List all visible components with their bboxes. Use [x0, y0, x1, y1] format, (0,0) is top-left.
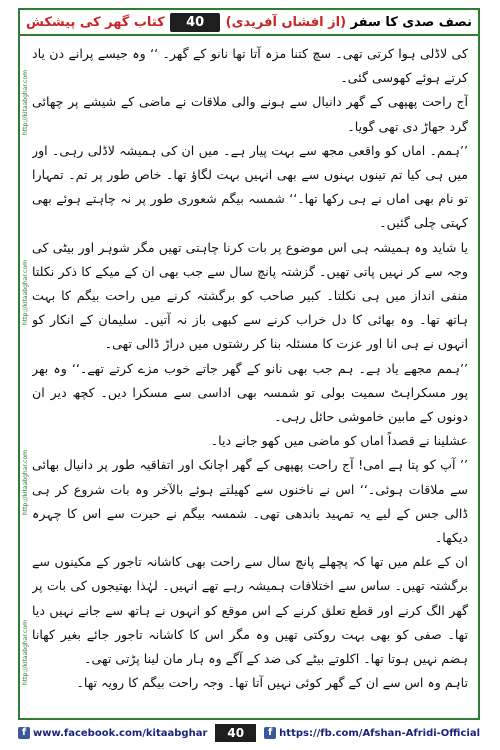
- side-watermark-url: http://kitaabghar.com: [22, 450, 29, 515]
- author-name: (از افشاں آفریدی): [225, 14, 347, 30]
- page-header: [20, 10, 478, 36]
- page-frame: [18, 8, 480, 720]
- paragraph: ’’ آپ کو پتا ہے امی! آج راحت پھپھی کے گھر اچانک اور اتفاقیہ طور پر دانیال بھائی سے ملاقات ہوئی۔‘‘ اس نے ناخنوں سے کھیلتے ہوئے بالآخر وہ بات شروع کر ہی ڈالی جس کے لیے یہ تمہید باندھی تھی۔ شمسہ بیگم نے حیرت سے اس کا چہرہ دیکھا۔: [32, 457, 468, 546]
- facebook-icon: f: [18, 727, 30, 739]
- footer-website-link[interactable]: www.facebook.com/kitaabghar: [33, 727, 208, 739]
- footer-facebook[interactable]: [264, 727, 480, 739]
- footer-page-number: 40: [215, 724, 256, 742]
- publisher-credit: کتاب گھر کی پیشکش: [26, 14, 165, 30]
- paragraph: تاہم وہ اس سے ان کے گھر کوئی نہیں آتا تھا۔ وجہ راحت بیگم کا رویہ تھا۔: [76, 675, 468, 691]
- paragraph: آج راحت پھپھی کے گھر دانیال سے ہونے والی ملاقات نے ماضی کے شیشے پر چھائی گرد جھاڑ دی تھی گویا۔: [32, 94, 468, 134]
- paragraph: ان کے علم میں تھا کہ پچھلے پانچ سال سے راحت بھی کاشانہ تاجور کے مکینوں سے برگشتہ تھیں۔ ساس سے اختلافات ہمیشہ رہے تھے انہیں۔ لہٰذا بھتیجوں کی بات پر گھر الگ کرنے اور قطع تعلق کرنے کے اس موقع کو انہوں نے ہاتھ سے جانے نہیں دیا تھا۔ صفی کو بھی بہت روکتی تھیں وہ مگر اس کا کاشانہ تاجور جائے بغیر کھانا ہضم نہیں ہوتا تھا۔ اکلوتے بیٹے کی ضد کے آگے وہ ہار مان لینا پڑتی تھی۔: [32, 554, 468, 667]
- paragraph: ’’ہمم مجھے یاد ہے۔ ہم جب بھی نانو کے گھر جاتے خوب مزے کرتے تھے۔‘‘ وہ بھر پور مسکراہٹ سمیت بولی تو شمسہ بھی اداسی سے مسکرا دیں۔ کچھ دیر ان دونوں کے مابین خاموشی حائل رہی۔: [32, 360, 468, 425]
- book-title-text: نصف صدی کا سفر: [350, 14, 472, 30]
- side-watermark-url: http://kitaabghar.com: [22, 260, 29, 325]
- header-page-number: 40: [170, 13, 220, 32]
- page-footer: [18, 722, 480, 744]
- facebook-icon: f: [264, 727, 276, 739]
- story-text: [32, 42, 468, 712]
- paragraph: کی لاڈلی ہوا کرتی تھی۔ سچ کتنا مزہ آتا تھا نانو کے گھر۔ ‘‘ وہ جیسے پرانے دن یاد کرتے ہوئے کھوسی گئی۔: [32, 46, 468, 86]
- footer-facebook-link[interactable]: https://fb.com/Afshan-Afridi-Official: [279, 727, 480, 739]
- paragraph: ’’ہمم۔ اماں کو واقعی مجھ سے بہت پیار ہے۔ میں ان کی ہمیشہ لاڈلی رہی۔ اور میں ہی کیا تم تینوں بہنوں سے بھی انہیں بہت لگاؤ تھا۔ خاص طور پر تم۔ تمہارا تو نام بھی اماں نے ہی رکھا تھا۔‘‘ شمسہ بیگم شعوری طور پر نہ چاہتے ہوئے بھی کہتی چلی گئیں۔: [32, 142, 468, 231]
- footer-website[interactable]: [18, 727, 207, 739]
- paragraph: یا شاید وہ ہمیشہ ہی اس موضوع پر بات کرنا چاہتی تھیں مگر شوہر اور بیٹی کی وجہ سے کر نہیں پاتی تھیں۔ گزشتہ پانچ سال سے جب بھی ان کے میکے کا ذکر نکلتا منفی انداز میں ہی نکلتا۔ کبیر صاحب کو برگشتہ کرنے میں راحت بیگم کا بہت ہاتھ تھا۔ وہ بھائی کا دل خراب کرنے سے کبھی باز نہ آتیں۔ سلیمان کے انکار کو انہوں نے ہی انا اور عزت کا مسئلہ بنا کر رشتوں میں دراڑ ڈالی تھی۔: [32, 239, 468, 352]
- paragraph: عشلینا نے قصداً اماں کو ماضی میں کھو جانے دیا۔: [210, 433, 468, 449]
- side-watermark-url: http://kitaabghar.com: [22, 620, 29, 685]
- book-title: [226, 15, 472, 30]
- side-watermark-url: http://kitaabghar.com: [22, 70, 29, 135]
